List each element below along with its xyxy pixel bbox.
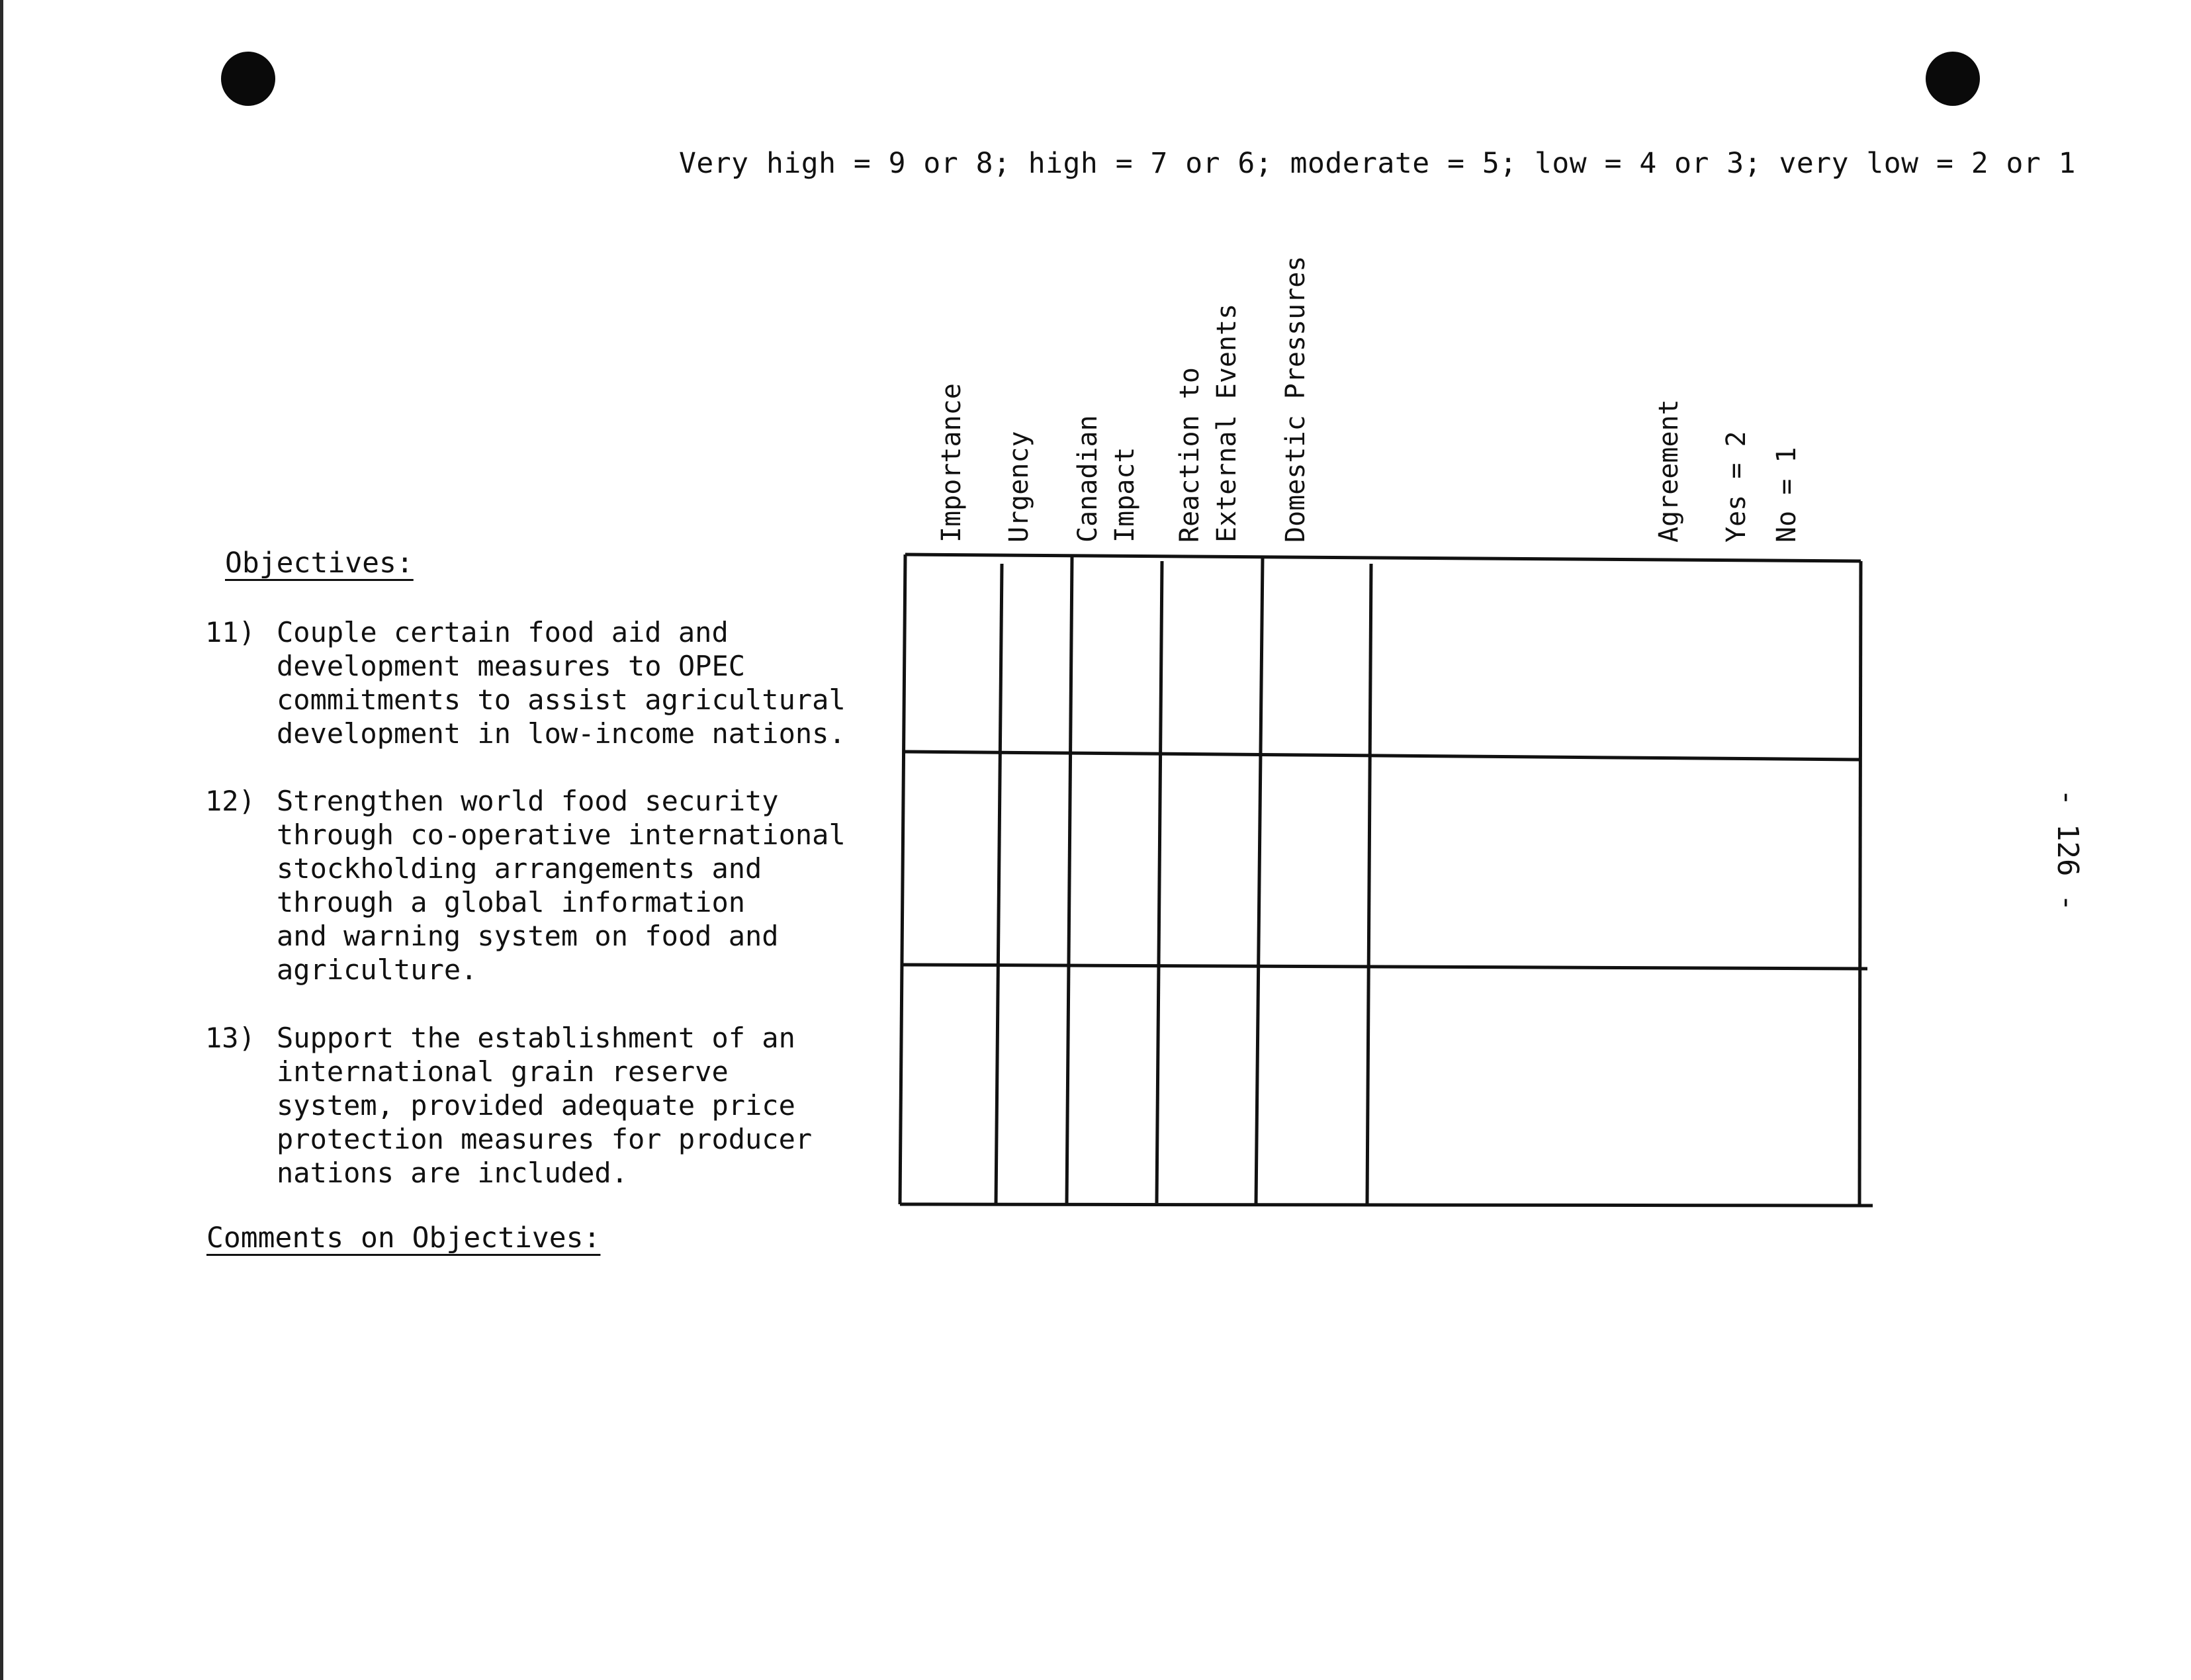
grid-right-border	[1859, 561, 1861, 1206]
grid-bottom-border	[900, 1204, 1873, 1206]
objectives-heading: Objectives:	[225, 547, 414, 580]
grid-col-line-1	[900, 554, 905, 1204]
grid-col-line-2	[996, 564, 1002, 1204]
column-header-canadian-impact: Canadian Impact	[1073, 415, 1140, 543]
grid-row-divider-2	[901, 965, 1867, 969]
column-header-no: No = 1	[1771, 447, 1802, 543]
grid-col-line-5	[1256, 557, 1263, 1204]
column-header-agreement: Agreement	[1654, 399, 1684, 543]
column-header-yes: Yes = 2	[1721, 431, 1752, 543]
column-header-urgency: Urgency	[1004, 431, 1034, 543]
objective-text: Couple certain food aid and development measures to OPEC commitments to assist agricultural development in low-income nations.	[277, 616, 846, 750]
grid-row-divider-1	[903, 752, 1861, 760]
objective-text: Strengthen world food security through co-operative international stockholding arrangements and through a global information and warning system on food and agriculture.	[277, 785, 846, 986]
grid-col-line-6	[1367, 564, 1371, 1204]
objective-text: Support the establishment of an international grain reserve system, provided adequate price protection measures for producer nations are included.	[277, 1022, 813, 1189]
grid-col-line-3	[1067, 557, 1072, 1204]
column-header-reaction: Reaction to External Events	[1175, 303, 1242, 543]
page-number: - 126 -	[2051, 789, 2084, 912]
column-header-domestic-pressures: Domestic Pressures	[1280, 255, 1311, 543]
column-header-importance: Importance	[936, 383, 967, 543]
grid-col-line-4	[1157, 561, 1162, 1203]
objective-number: 11)	[205, 616, 255, 648]
grid-top-border	[905, 554, 1861, 561]
comments-heading: Comments on Objectives:	[206, 1221, 601, 1255]
objective-number: 13)	[205, 1022, 255, 1054]
objective-number: 12)	[205, 785, 255, 817]
rating-scale-legend: Very high = 9 or 8; high = 7 or 6; moderate = 5; low = 4 or 3; very low = 2 or 1	[679, 147, 2077, 180]
